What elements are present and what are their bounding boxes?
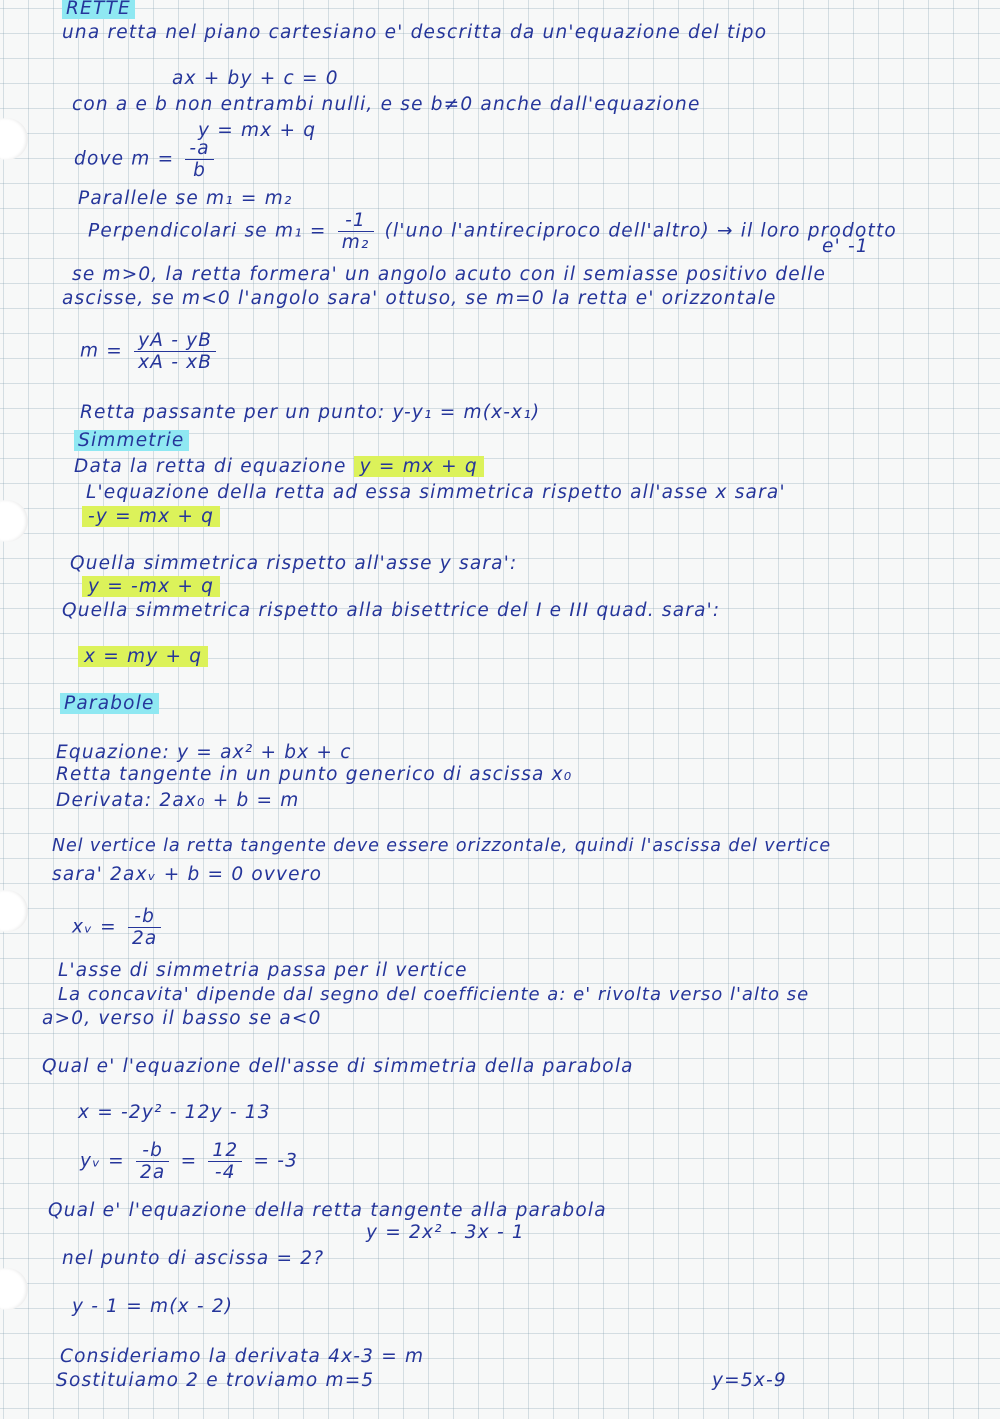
formula-line: y - 1 = m(x - 2) bbox=[72, 1296, 234, 1317]
heading-parabole: Parabole bbox=[60, 693, 159, 714]
binder-hole bbox=[0, 118, 28, 160]
text-fragment: xᵥ = bbox=[72, 916, 117, 938]
fraction-numerator: yA - yB bbox=[134, 330, 216, 352]
fraction-denominator: 2a bbox=[131, 928, 158, 949]
text-line bbox=[74, 456, 484, 477]
fraction-denominator: -4 bbox=[214, 1162, 236, 1183]
highlighted-formula: y = mx + q bbox=[354, 456, 484, 477]
text-line: Sostituiamo 2 e troviamo m=5 bbox=[56, 1370, 375, 1391]
text-fragment: dove m = bbox=[74, 148, 175, 170]
text-line: Consideriamo la derivata 4x-3 = m bbox=[60, 1346, 425, 1367]
fraction-line bbox=[74, 138, 218, 181]
fraction-denominator: m₂ bbox=[341, 232, 370, 253]
text-line: Retta passante per un punto: y-y₁ = m(x-x₁) bbox=[80, 402, 541, 423]
text-line: Quella simmetrica rispetto alla bisettrice del I e III quad. sara': bbox=[62, 600, 721, 621]
text-fragment: m = bbox=[80, 340, 124, 362]
text-fragment: yᵥ = bbox=[80, 1150, 125, 1172]
binder-hole bbox=[0, 890, 28, 932]
text-line: se m>0, la retta formera' un angolo acuto con il semiasse positivo delle bbox=[72, 264, 827, 285]
fraction bbox=[136, 1140, 170, 1183]
text-line: sara' 2axᵥ + b = 0 ovvero bbox=[52, 864, 323, 885]
text-line: Quella simmetrica rispetto all'asse y sara': bbox=[70, 553, 518, 574]
text-fragment: Data la retta di equazione bbox=[74, 456, 347, 477]
fraction-numerator: -a bbox=[185, 138, 213, 160]
text-line: L'equazione della retta ad essa simmetrica rispetto all'asse x sara' bbox=[86, 482, 786, 503]
formula-line: y=5x-9 bbox=[712, 1370, 787, 1391]
text-line: La concavita' dipende dal segno del coefficiente a: e' rivolta verso l'alto se bbox=[58, 984, 810, 1005]
binder-hole bbox=[0, 500, 28, 542]
fraction-denominator: xA - xB bbox=[138, 352, 213, 373]
fraction-line bbox=[80, 330, 220, 373]
fraction bbox=[128, 906, 162, 949]
text-fragment: (l'uno l'antireciproco dell'altro) → il loro prodotto bbox=[384, 220, 897, 242]
text-line: una retta nel piano cartesiano e' descritta da un'equazione del tipo bbox=[62, 22, 768, 43]
fraction-line bbox=[88, 210, 897, 253]
text-line: Qual e' l'equazione dell'asse di simmetria della parabola bbox=[42, 1056, 634, 1077]
fraction-numerator: -1 bbox=[338, 210, 374, 232]
text-line: Derivata: 2ax₀ + b = m bbox=[56, 790, 300, 811]
text-line: Nel vertice la retta tangente deve essere orizzontale, quindi l'ascissa del vertice bbox=[52, 836, 831, 856]
formula-line: y = mx + q bbox=[198, 120, 317, 141]
text-line: a>0, verso il basso se a<0 bbox=[42, 1008, 322, 1029]
highlighted-formula: y = -mx + q bbox=[82, 576, 220, 597]
fraction-line bbox=[80, 1140, 298, 1183]
fraction-line bbox=[72, 906, 165, 949]
fraction-numerator: 12 bbox=[208, 1140, 242, 1162]
text-line: Qual e' l'equazione della retta tangente alla parabola bbox=[48, 1200, 607, 1221]
text-fragment: Perpendicolari se m₁ = bbox=[88, 220, 327, 242]
binder-hole bbox=[0, 1268, 28, 1310]
text-line: con a e b non entrambi nulli, e se b≠0 anche dall'equazione bbox=[72, 94, 701, 115]
fraction-numerator: -b bbox=[128, 906, 162, 928]
text-line: L'asse di simmetria passa per il vertice bbox=[58, 960, 468, 981]
fraction bbox=[338, 210, 374, 253]
fraction-denominator: 2a bbox=[139, 1162, 166, 1183]
text-fragment: = bbox=[180, 1150, 198, 1172]
text-line: e' -1 bbox=[822, 236, 869, 257]
fraction bbox=[134, 330, 216, 373]
text-line: Equazione: y = ax² + bx + c bbox=[56, 742, 352, 763]
fraction-numerator: -b bbox=[136, 1140, 170, 1162]
heading-simmetrie: Simmetrie bbox=[74, 430, 189, 451]
formula-line: ax + by + c = 0 bbox=[172, 68, 339, 89]
fraction-denominator: b bbox=[193, 160, 207, 181]
fraction bbox=[185, 138, 213, 181]
formula-line: y = 2x² - 3x - 1 bbox=[366, 1222, 525, 1243]
text-line: Parallele se m₁ = m₂ bbox=[78, 188, 293, 209]
text-line: nel punto di ascissa = 2? bbox=[62, 1248, 325, 1269]
text-fragment: = -3 bbox=[253, 1150, 299, 1172]
fraction bbox=[208, 1140, 242, 1183]
text-line: Retta tangente in un punto generico di ascissa x₀ bbox=[56, 764, 573, 785]
heading-rette: RETTE bbox=[62, 0, 135, 19]
highlighted-formula: -y = mx + q bbox=[82, 506, 220, 527]
text-line: ascisse, se m<0 l'angolo sara' ottuso, se m=0 la retta e' orizzontale bbox=[62, 288, 777, 309]
formula-line: x = -2y² - 12y - 13 bbox=[78, 1102, 271, 1123]
highlighted-formula: x = my + q bbox=[78, 646, 208, 667]
